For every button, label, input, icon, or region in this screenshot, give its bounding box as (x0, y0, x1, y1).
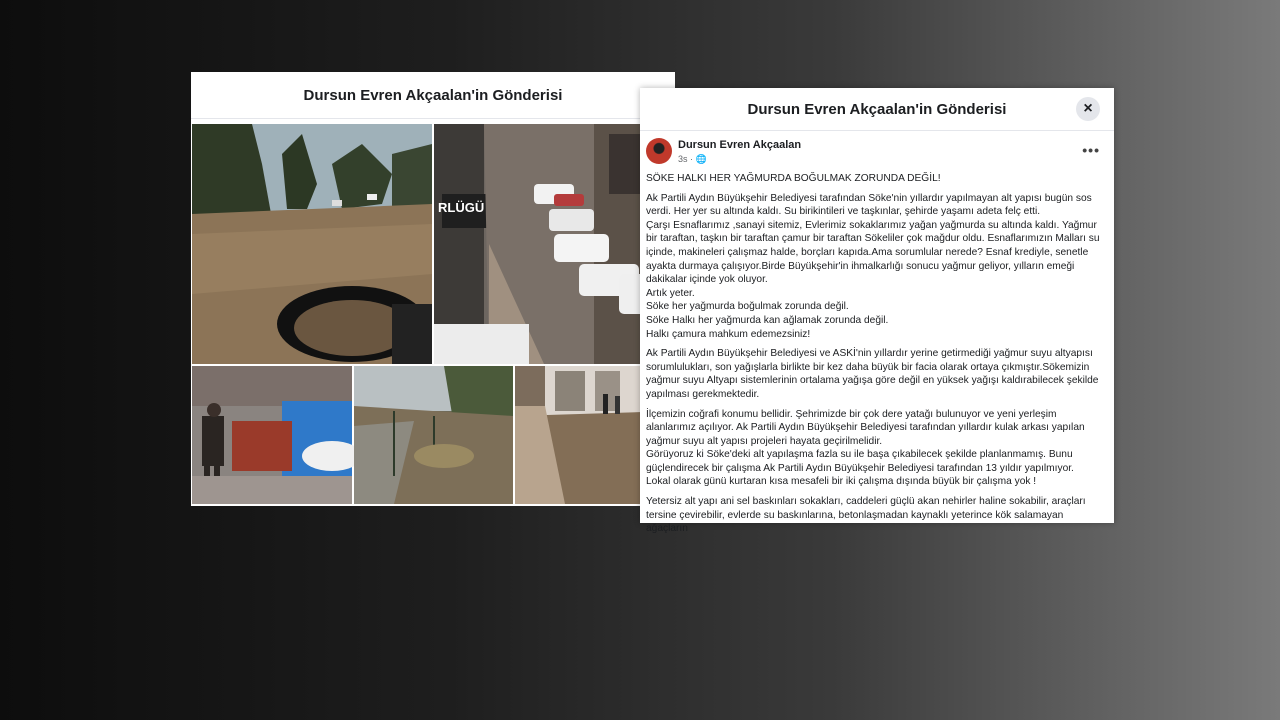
post-line: Yetersiz alt yapı ani sel baskınları sokakları, caddeleri güçlü akan nehirler haline sokabilir, araçları tersine çevirebilir, evlerde su baskınlarına, betonlaşmadan kaynaklı yeterince kök salamayan ağaçların (646, 496, 1086, 535)
author-name-link[interactable]: Dursun Evren Akçaalan (678, 139, 802, 151)
flooded-road-photo[interactable] (192, 124, 432, 364)
post-paragraph (646, 495, 1106, 536)
man-at-gate-photo[interactable] (192, 366, 352, 504)
left-dialog-title: Dursun Evren Akçaalan'in Gönderisi (191, 72, 675, 119)
more-options-icon[interactable]: ••• (1082, 142, 1100, 158)
post-line: Ak Partili Aydın Büyükşehir Belediyesi tarafından Söke'nin yıllardır yapılmayan alt yapısı bugün sos verdi. Her yer su altında kaldı. Su birikintileri ve taşkınlar, şehirde yaşamı adeta felç etti. (646, 192, 1092, 218)
post-line: Görüyoruz ki Söke'deki alt yapılaşma fazla su ile başa çıkabilecek şekilde planlanmamış. Bunu güçlendirecek bir çalışma Ak Partili Aydın Büyükşehir Belediyesi tarafından 13 yıldır yapılmıyor. (646, 449, 1074, 474)
close-icon[interactable]: × (1076, 97, 1100, 121)
post-line: Çarşı Esnaflarımız ,sanayi sitemiz, Evlerimiz sokaklarımız yağan yağmurda su altında kaldı. Yağmur bir taraftan, taşkın bir taraftan çamur bir taraftan Sökeliler çok mağdur oldu. Esnaflarımızın Malları su içinde, makineleri çalışmaz halde, borçları kapıda.Ama sorumlular nerede? Esnaf krediyle, senetle ayakta durmaya çalışıyor.Birde Büyükşehir'in ihmalkarlığı sonucu yağmur geliyor, yılların emeği dakikalar içinde yok oluyor. (646, 219, 1100, 286)
right-post-dialog (640, 88, 1114, 535)
post-line: Söke Halkı her yağmurda kan ağlamak zorunda değil. (646, 314, 889, 326)
flooded-field-photo[interactable] (354, 366, 513, 504)
post-text (646, 172, 1106, 535)
avatar[interactable] (646, 138, 672, 164)
post-author-row (646, 138, 1104, 168)
post-line: Lokal olarak günü kurtaran kısa mesafeli bir iki çalışma dışında büyük bir çalışma yok ! (646, 476, 1037, 488)
right-dialog-title: Dursun Evren Akçaalan'in Gönderisi (747, 100, 1007, 118)
post-paragraph (646, 192, 1106, 342)
post-line: İlçemizin coğrafi konumu bellidir. Şehrimizde bir çok dere yatağı bulunuyor ve yeni yerleşim alanlarımız açılıyor. Ak Partili Aydın Büyükşehir Belediyesi tarafından yıllardır kulak arkası yapılan yağmur suyu alt yapısı projeleri hayata geçirilmelidir. (646, 408, 1085, 447)
post-paragraph (646, 408, 1106, 490)
post-line: Halkı çamura mahkum edemezsiniz! (646, 328, 811, 340)
right-dialog-header (640, 88, 1114, 131)
post-line: Ak Partili Aydın Büyükşehir Belediyesi ve ASKİ'nin yıllardır yerine getirmediği yağmur suyu altyapısı sorumlulukları, son yağışlarla birlikte bir kez daha büyük bir facia olarak ortaya çıkmıştır.Sökemizin yağmur suyu Altyapı sistemlerinin ortalama yağışa göre değil en yüksek yağışı kaldırabilecek şekilde yapılması gerekmektedir. (646, 348, 1099, 400)
post-paragraph (646, 347, 1106, 401)
post-meta: 3s · 🌐 (678, 154, 707, 164)
left-post-dialog (191, 72, 675, 506)
photo-grid (192, 124, 674, 504)
post-line: Artık yeter. (646, 287, 695, 299)
post-line: Söke her yağmurda boğulmak zorunda değil. (646, 301, 849, 313)
post-headline: SÖKE HALKI HER YAĞMURDA BOĞULMAK ZORUNDA DEĞİL! (646, 173, 941, 184)
shop-sign-text: RLÜGÜ (438, 200, 485, 215)
flooded-street-cars-photo[interactable] (434, 124, 674, 364)
